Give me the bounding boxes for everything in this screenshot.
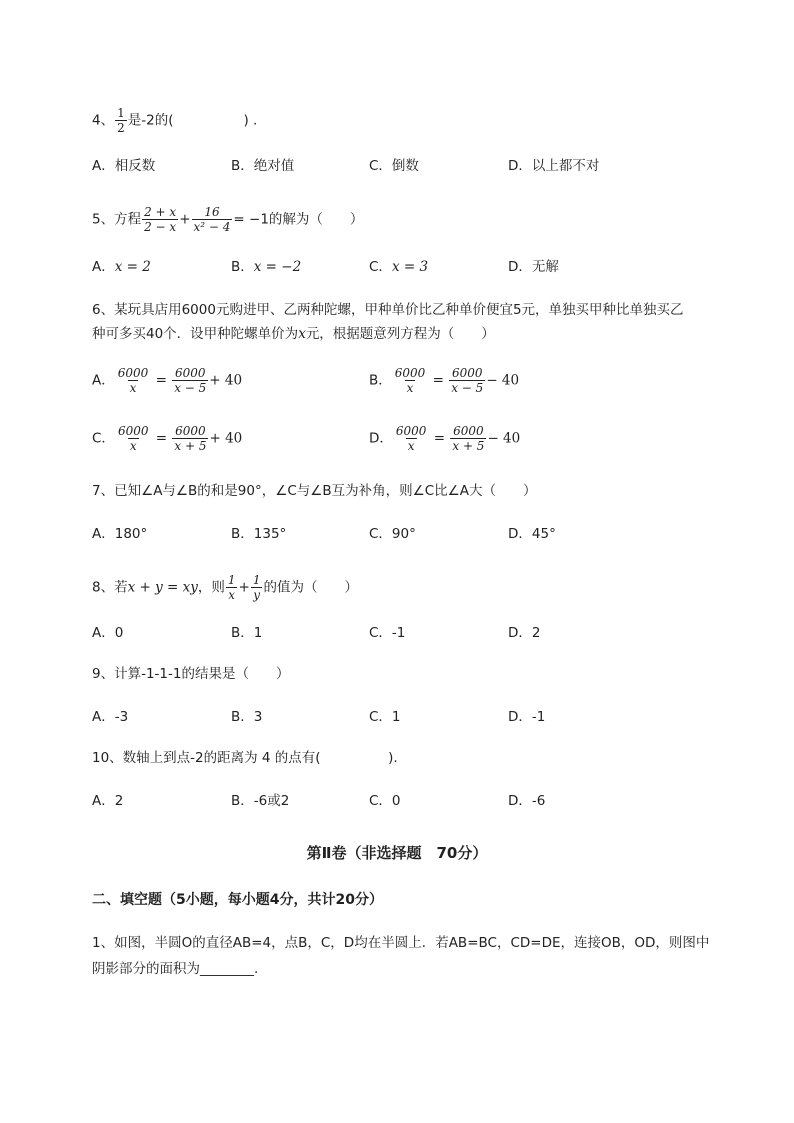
q5-fraction-1: $\frac{2 + x}{2 - x}$ bbox=[144, 205, 177, 234]
question-7: 7、已知∠A与∠B的和是90°，∠C与∠B互为补角，则∠C比∠A大（ ） bbox=[92, 483, 537, 499]
q10-option-b[interactable]: B．-6或2 bbox=[231, 793, 290, 809]
question-5: 5、方程 $\frac{2 + x}{2 - x}$ + $\frac{16}{\text{x² − 4}}$ = −1的解为（ ） bbox=[92, 205, 364, 234]
q10-option-d[interactable]: D．-6 bbox=[508, 793, 546, 809]
q8-option-a[interactable]: A．0 bbox=[92, 625, 124, 641]
q6-option-a[interactable]: A． $\frac{6000}{x}$ = $\frac{6000}{x - 5}$ + 40 bbox=[92, 366, 243, 395]
q9-option-c[interactable]: C．1 bbox=[369, 709, 401, 725]
question-6-line-2: 种可多买40个．设甲种陀螺单价为x元，根据题意列方程为（ ） bbox=[92, 326, 495, 342]
q4-number: 4、 bbox=[92, 112, 115, 129]
question-9: 9、计算-1-1-1的结果是（ ） bbox=[92, 666, 290, 682]
q9-option-a[interactable]: A．-3 bbox=[92, 709, 129, 725]
q10-option-c[interactable]: C．0 bbox=[369, 793, 401, 809]
q8-option-d[interactable]: D．2 bbox=[508, 625, 541, 641]
question-4 bbox=[92, 106, 257, 135]
q7-option-b[interactable]: B．135° bbox=[231, 526, 287, 542]
q5-option-a[interactable]: A．x = 2 bbox=[92, 259, 151, 275]
q10-option-a[interactable]: A．2 bbox=[92, 793, 124, 809]
q4-stem: 是-2的( bbox=[127, 112, 174, 129]
question-10: 10、数轴上到点-2的距离为 4 的点有( ). bbox=[92, 750, 398, 766]
q7-option-d[interactable]: D．45° bbox=[508, 526, 556, 542]
q7-option-c[interactable]: C．90° bbox=[369, 526, 416, 542]
q5-option-d[interactable]: D．无解 bbox=[508, 259, 559, 275]
question-8: 8、若x + y = xy，则 $\frac{1}{x}$ + $\frac{1}{y}$ 的值为（ ） bbox=[92, 573, 358, 602]
part-2-heading: 二、填空题（5小题，每小题4分，共计20分） bbox=[92, 892, 383, 908]
q8-option-b[interactable]: B．1 bbox=[231, 625, 263, 641]
q9-option-d[interactable]: D．-1 bbox=[508, 709, 546, 725]
q4-option-d[interactable]: D．以上都不对 bbox=[508, 158, 600, 174]
question-6-line-1: 6、某玩具店用6000元购进甲、乙两种陀螺，甲种单价比乙种单价便宜5元，单独买甲种比单独买乙 bbox=[92, 302, 684, 318]
q6-option-c[interactable]: C． $\frac{6000}{x}$ = $\frac{6000}{x + 5}$ + 40 bbox=[92, 424, 243, 453]
section-title: 第Ⅱ卷（非选择题 70分） bbox=[306, 844, 488, 862]
q8-option-c[interactable]: C．-1 bbox=[369, 625, 406, 641]
q5-option-b[interactable]: B．x = −2 bbox=[231, 259, 302, 275]
q4-option-c[interactable]: C．倒数 bbox=[369, 158, 419, 174]
q6-option-b[interactable]: B． $\frac{6000}{x}$ = $\frac{6000}{x - 5}$ − 40 bbox=[369, 366, 520, 395]
q4-option-b[interactable]: B．绝对值 bbox=[231, 158, 295, 174]
q4-option-a[interactable]: A．相反数 bbox=[92, 158, 156, 174]
fill-question-1-line-1: 1、如图，半圆O的直径AB=4，点B，C，D均在半圆上．若AB=BC，CD=DE，连接OB，OD，则图中 bbox=[92, 935, 710, 951]
q5-fraction-2: $\frac{16}{\text{x² − 4}}$ bbox=[193, 205, 231, 234]
q4-close: ) . bbox=[243, 112, 258, 129]
fill-question-1-line-2: 阴影部分的面积为________. bbox=[92, 961, 259, 977]
q6-option-d[interactable]: D． $\frac{6000}{x}$ = $\frac{6000}{x + 5}$ − 40 bbox=[369, 424, 521, 453]
q7-option-a[interactable]: A．180° bbox=[92, 526, 148, 542]
q4-fraction: $\frac{1}{2}$ bbox=[117, 106, 125, 135]
q5-option-c[interactable]: C．x = 3 bbox=[369, 259, 429, 275]
q9-option-b[interactable]: B．3 bbox=[231, 709, 263, 725]
